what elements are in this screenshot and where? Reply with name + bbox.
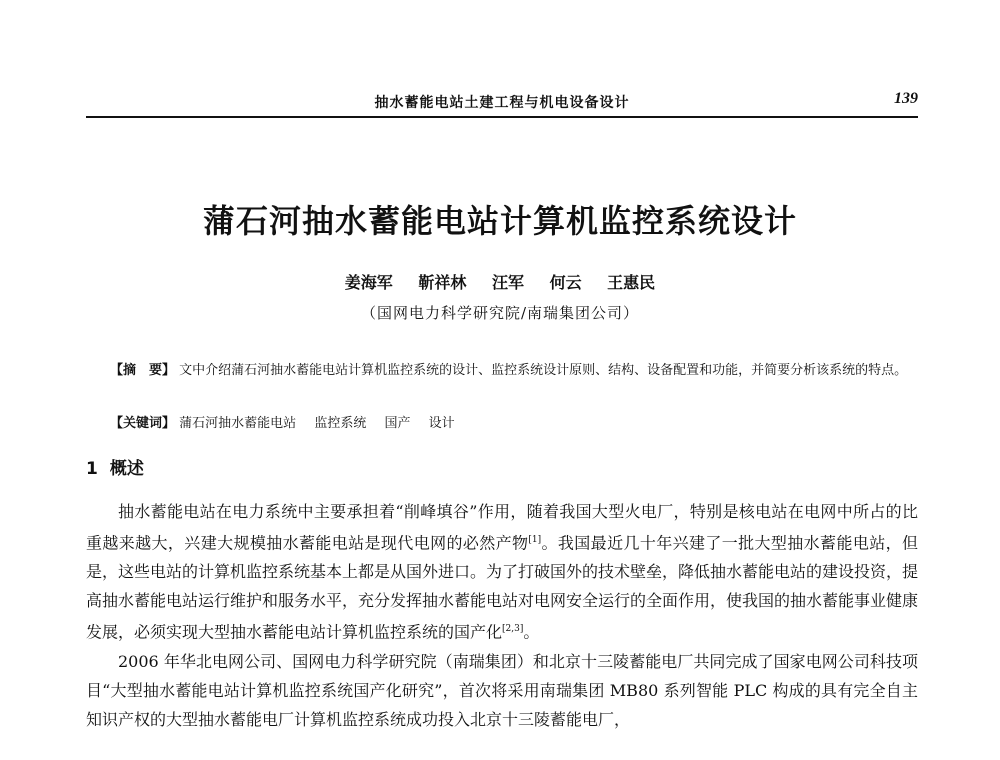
- keyword: 蒲石河抽水蓄能电站: [179, 416, 297, 431]
- running-title: 抽水蓄能电站土建工程与机电设备设计: [374, 95, 630, 111]
- paragraph-text: 。我国最近几十年兴建了一批大型抽水蓄能电站，但是，这些电站的计算机监控系统基本上都是从国外进口。为了打破国外的技术壁垒，降低抽水蓄能电站的建设投资，提高抽水蓄能电站运行维护和服务水平，充分发挥抽水蓄能电站对电网安全运行的全面作用，使我国的抽水蓄能事业健康发展，必须实现大型抽水蓄能电站计算机监控系统的国产化: [86, 533, 919, 642]
- author-name: 靳祥林: [418, 273, 467, 292]
- citation: [2,3]: [502, 624, 524, 635]
- author-name: 姜海军: [344, 273, 393, 292]
- article-title: 蒲石河抽水蓄能电站计算机监控系统设计: [202, 202, 797, 240]
- section-title: 概述: [109, 459, 144, 479]
- author-list: [0, 270, 1000, 293]
- author-name: 王惠民: [607, 273, 656, 292]
- author-name: 何云: [549, 273, 582, 292]
- author-name: 汪军: [491, 273, 524, 292]
- keyword: 设计: [428, 416, 455, 431]
- body-text: [86, 497, 918, 734]
- paragraph: 2006 年华北电网公司、国网电力科学研究院（南瑞集团）和北京十三陵蓄能电厂共同完成了国家电网公司科技项目“大型抽水蓄能电站计算机监控系统国产化研究”，首次将采用南瑞集团 MB80 系列智能 PLC 构成的具有完全自主知识产权的大型抽水蓄能电厂计算机监控系统成功投入北京十三陵蓄能电厂，: [86, 651, 918, 729]
- keyword: 国产: [384, 416, 411, 431]
- running-header: [86, 86, 918, 116]
- section-number: 1: [86, 459, 98, 479]
- citation: [1]: [528, 535, 542, 545]
- keywords: [110, 413, 910, 435]
- paragraph: [86, 497, 918, 647]
- abstract: [110, 360, 910, 382]
- page-number: 139: [894, 90, 918, 107]
- keyword: 监控系统: [314, 416, 367, 431]
- paragraph-text: 。: [523, 622, 540, 642]
- abstract-label: 【摘 要】: [110, 363, 176, 378]
- author-affiliation: （国网电力科学研究院/南瑞集团公司）: [360, 304, 640, 322]
- abstract-text: 文中介绍蒲石河抽水蓄能电站计算机监控系统的设计、监控系统设计原则、结构、设备配置和功能，并简要分析该系统的特点。: [179, 363, 908, 378]
- section-heading: [86, 454, 156, 479]
- keywords-label: 【关键词】: [110, 416, 176, 431]
- header-divider: [86, 116, 918, 118]
- paragraph-text: 抽水蓄能电站在电力系统中主要承担着“削峰填谷”作用，随着我国大型火电厂，特别是核电站在电网中所占的比重越来越大，兴建大规模抽水蓄能电站是现代电网的必然产物: [86, 502, 918, 553]
